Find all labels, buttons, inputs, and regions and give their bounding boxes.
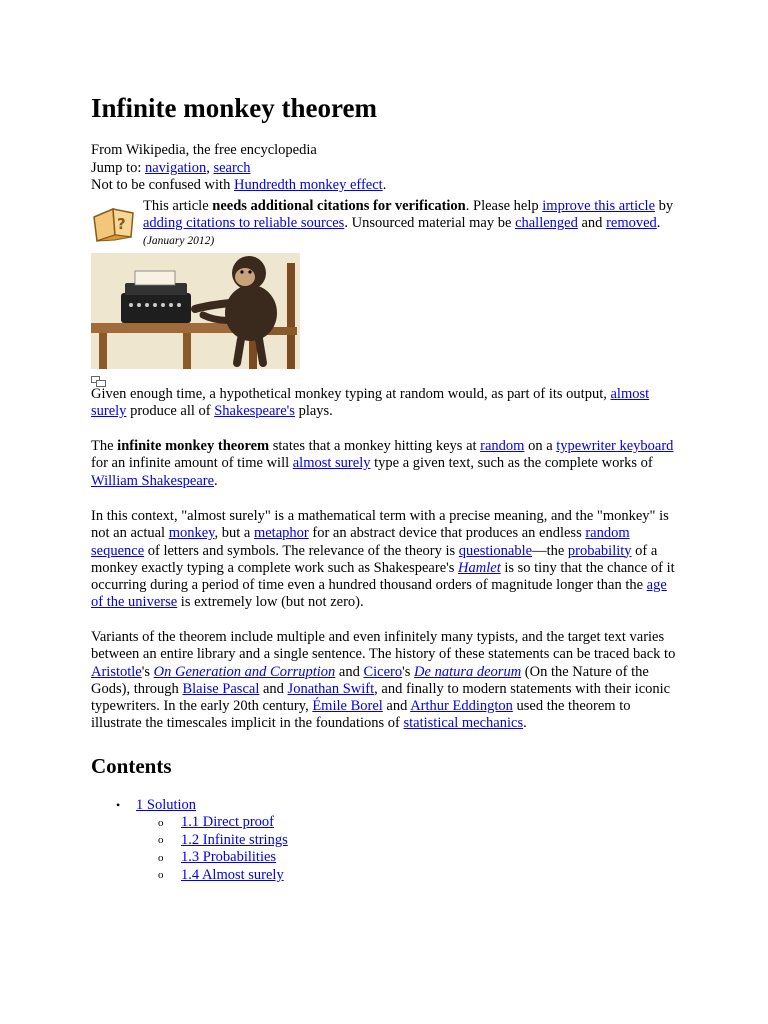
jump-search-link[interactable]: search	[213, 160, 251, 176]
toc-link-almost-surely[interactable]: 1.4 Almost surely	[181, 867, 284, 883]
monkey-typewriter-image[interactable]	[91, 253, 300, 369]
arthur-eddington-link[interactable]: Arthur Eddington	[410, 698, 513, 715]
bullet-circle-icon: o	[158, 852, 164, 864]
notice-bold: needs additional citations for verification	[212, 198, 466, 214]
statistical-mechanics-link[interactable]: statistical mechanics	[403, 715, 524, 732]
age-of-universe-link[interactable]: age of the universe	[91, 577, 667, 611]
toc-link-direct-proof[interactable]: 1.1 Direct proof	[181, 814, 275, 830]
jonathan-swift-link[interactable]: Jonathan Swift	[287, 680, 375, 697]
notice-text: This article	[143, 198, 213, 214]
paragraph-text: , and finally to modern statements with their iconic typewriters. In the early 20th century,	[91, 680, 671, 715]
shakespeares-link[interactable]: Shakespeare's	[214, 403, 295, 420]
almost-surely-link[interactable]: almost surely	[91, 386, 650, 420]
paragraph-text: for an abstract device that produces an endless	[308, 525, 586, 542]
notice-text: and	[577, 215, 607, 231]
paragraph-text: type a given text, such as the complete works of	[370, 455, 653, 472]
theorem-name: infinite monkey theorem	[117, 438, 270, 454]
caption-text: produce all of	[126, 403, 215, 420]
adding-citations-link[interactable]: adding citations to reliable sources	[143, 215, 345, 231]
notice-text: . Unsourced material may be	[344, 215, 516, 231]
jump-prefix: Jump to:	[91, 160, 145, 176]
paragraph-text: (On the Nature of the Gods), through	[91, 663, 649, 697]
paragraph-text: of a monkey exactly typing a complete work such as Shakespeare's	[91, 542, 658, 576]
de-natura-deorum-link[interactable]: De natura deorum	[414, 663, 522, 680]
paragraph-text: of letters and symbols. The relevance of the theory is	[144, 542, 459, 559]
challenged-link[interactable]: challenged	[515, 215, 578, 231]
caption-text: Given enough time, a hypothetical monkey typing at random would, as part of its output,	[91, 386, 611, 402]
paragraph-text: —the	[532, 542, 568, 559]
citation-notice	[143, 198, 683, 250]
bullet-circle-icon: o	[158, 834, 164, 846]
paragraph-text: on a	[524, 438, 557, 454]
bullet-disc-icon: •	[116, 798, 121, 812]
paragraph-text: for an infinite amount of time will	[91, 455, 293, 472]
william-shakespeare-link[interactable]: William Shakespeare	[91, 472, 215, 489]
typewriter-keyboard-link[interactable]: typewriter keyboard	[556, 438, 674, 454]
random-link[interactable]: random	[480, 438, 525, 454]
svg-text:?: ?	[117, 215, 126, 233]
toc-link-solution[interactable]: 1 Solution	[136, 797, 197, 813]
paragraph-text: and	[259, 680, 288, 697]
hatnote-period: .	[382, 177, 387, 193]
questionable-link[interactable]: questionable	[458, 542, 533, 559]
hundredth-monkey-link[interactable]: Hundredth monkey effect	[233, 177, 383, 193]
jump-to-line	[91, 160, 250, 177]
paragraph-text: .	[214, 472, 218, 489]
cicero-link[interactable]: Cicero	[363, 663, 403, 680]
caption-text: plays.	[294, 403, 333, 420]
paragraph-text: and	[382, 698, 411, 715]
jump-navigation-link[interactable]: navigation	[144, 160, 207, 176]
from-line: From Wikipedia, the free encyclopedia	[91, 142, 317, 158]
probability-link[interactable]: probability	[567, 542, 632, 559]
notice-text: . Please help	[465, 198, 543, 214]
notice-text: .	[656, 215, 661, 231]
book-question-icon	[91, 203, 137, 248]
page-title: Infinite monkey theorem	[91, 93, 377, 123]
improve-article-link[interactable]: improve this article	[542, 198, 656, 214]
paragraph-text: is so tiny that the chance of it occurring during a period of time even a hundred thousand orders of magnitude longer than the	[91, 559, 675, 594]
toc-link-probabilities[interactable]: 1.3 Probabilities	[181, 849, 277, 865]
random-sequence-link[interactable]: random sequence	[91, 525, 630, 559]
paragraph-text: The	[91, 438, 118, 454]
paragraph-text: , but a	[214, 525, 254, 542]
hatnote	[91, 177, 386, 194]
on-generation-corruption-link[interactable]: On Generation and Corruption	[153, 663, 336, 680]
almost-surely-link[interactable]: almost surely	[292, 455, 371, 472]
variants-paragraph	[91, 629, 681, 733]
removed-link[interactable]: removed	[606, 215, 657, 231]
notice-text: by	[655, 198, 674, 214]
hamlet-link[interactable]: Hamlet	[458, 559, 501, 576]
toc-link-infinite-strings[interactable]: 1.2 Infinite strings	[181, 832, 288, 848]
notice-date: (January 2012)	[143, 235, 215, 247]
emile-borel-link[interactable]: Émile Borel	[312, 698, 383, 715]
aristotle-link[interactable]: Aristotle	[91, 663, 142, 680]
paragraph-text: states that a monkey hitting keys at	[269, 438, 481, 454]
metaphor-link[interactable]: metaphor	[253, 525, 309, 542]
hatnote-text: Not to be confused with	[91, 177, 234, 193]
paragraph-text: In this context, "almost surely" is a mathematical term with a precise meaning, and the "monkey" is not an actual	[91, 508, 669, 542]
image-caption	[91, 386, 681, 421]
jump-separator: ,	[206, 160, 214, 176]
paragraph-text: is extremely low (but not zero).	[177, 594, 364, 611]
paragraph-text: 's	[402, 663, 415, 680]
context-paragraph	[91, 508, 681, 612]
paragraph-text: and	[335, 663, 364, 680]
blaise-pascal-link[interactable]: Blaise Pascal	[182, 680, 260, 697]
paragraph-text: 's	[141, 663, 154, 680]
bullet-circle-icon: o	[158, 869, 164, 881]
monkey-link[interactable]: monkey	[168, 525, 215, 542]
paragraph-text: used the theorem to illustrate the timescales implicit in the foundations of	[91, 698, 631, 732]
paragraph-text: .	[523, 715, 527, 732]
bullet-circle-icon: o	[158, 817, 164, 829]
paragraph-text: Variants of the theorem include multiple and even infinitely many typists, and the target text varies between an entire library and a single sentence. The history of these statements can be traced back to	[91, 629, 676, 663]
contents-heading: Contents	[91, 754, 172, 778]
intro-paragraph	[91, 438, 681, 490]
